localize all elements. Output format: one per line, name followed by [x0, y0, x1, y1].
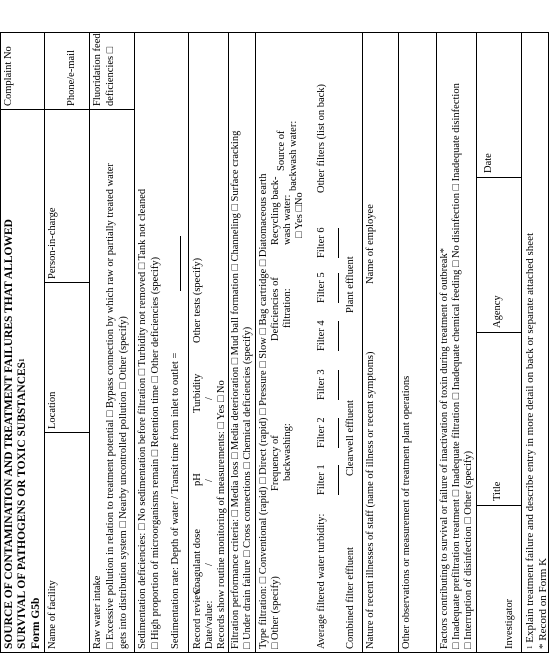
header-divider — [0, 109, 63, 110]
filter-5-label: Filter 5 — [316, 272, 327, 303]
filtration-row-top — [228, 33, 229, 653]
form-border-top — [0, 33, 1, 653]
agency-field[interactable]: Agency — [492, 295, 503, 328]
frequency-backwash-label-1: Frequency of — [270, 435, 281, 491]
sedimentation-rate-label: Sedimentation rate: Depth of water / Transit time from inlet to outlet = — [170, 352, 181, 649]
average-turbidity-label: Average filtered water turbidity: — [316, 513, 327, 649]
factors-label: Factors contributing to survival or failure of inactivation of toxin during treatment of outbreak* — [439, 248, 450, 649]
other-tests-label: Other tests (specify) — [192, 257, 203, 343]
filter-6-blank[interactable] — [338, 228, 339, 258]
other-observations-label: Other observations or measurement of treatment plant operations — [401, 375, 412, 649]
investigator-divider-2 — [476, 332, 521, 333]
complaint-no-label: Complaint No — [3, 46, 14, 106]
raw-water-divider — [89, 109, 134, 110]
factors-row-top — [436, 33, 437, 653]
coagulant-dose-label: Coagulant dose — [192, 528, 203, 594]
footnote-2: * Record on Form K — [537, 557, 549, 649]
form-title: SOURCE OF CONTAMINATION AND TREATMENT FAILURES THAT ALLOWED — [3, 219, 15, 649]
filtration-type-options[interactable]: Type filtration: □ Conventional (rapid) □ Direct (rapid) □ Pressure □ Slow □ Bag cartridge □ Diatomaceous earth — [258, 173, 269, 649]
coagulant-slash[interactable]: / — [204, 563, 215, 566]
sedimentation-options-line1[interactable]: Sedimentation deficiencies: □ No sedimentation before filtration □ Turbidity not removed □ Tank not cleaned — [137, 188, 148, 649]
form-border-right — [0, 32, 549, 33]
fluoridation-checkbox[interactable]: deficiencies □ — [105, 46, 116, 106]
investigator-divider-3 — [476, 177, 521, 178]
filtration-type-other[interactable]: □ Other (specify) — [270, 576, 281, 649]
filter-4-label: Filter 4 — [316, 320, 327, 351]
routine-monitoring-options[interactable]: Records show routine monitoring of measurements: □ Yes □ No — [216, 380, 227, 649]
date-field[interactable]: Date — [483, 153, 494, 173]
facility-row-top — [44, 33, 45, 653]
staff-illness-label: Nature of recent illnesses of staff (name of illness or recent symptoms) — [365, 351, 376, 649]
filter-3-label: Filter 3 — [316, 369, 327, 400]
investigator-row-bottom — [521, 33, 522, 653]
filtration-failure-options[interactable]: □ Under drain failure □ Cross connections □ Chemical deficiencies (specify) — [242, 326, 253, 649]
fluoridation-label: Fluoridation feed — [92, 33, 103, 106]
phone-email-field[interactable]: Phone/e-mail — [66, 50, 77, 106]
raw-water-row-top — [89, 33, 90, 653]
deficiencies-filtration-label-2: filtration: — [282, 288, 293, 328]
sedimentation-row-top — [134, 33, 135, 653]
raw-water-options-line2[interactable]: gets into distribution system □ Nearby uncontrolled pollution □ Other (specify) — [118, 316, 129, 649]
person-in-charge-field[interactable]: Person-in-charge — [47, 207, 58, 279]
illness-row-top — [362, 33, 363, 653]
recycling-yes-no[interactable]: □ Yes □No — [294, 192, 305, 238]
raw-water-options-line1[interactable]: □ Excessive pollution in relation to treatment potential □ Bypass connection by which raw or partially treated water — [105, 163, 116, 649]
combined-filter-effluent: Combined filter effluent — [345, 547, 356, 649]
factors-options-line1[interactable]: □ Inadequate prefiltration treatment □ Inadequate filtration □ Inadequate chemical feeding □ No disinfection □ Inadequate disinfection — [451, 83, 462, 649]
sedimentation-rate-blank[interactable] — [180, 236, 181, 291]
sedimentation-options-line2[interactable]: □ High proportion of microorganisms remain □ Retention time □ Other deficiencies (specify) — [150, 256, 161, 649]
investigator-divider-1 — [476, 505, 521, 506]
observations-row-top — [398, 33, 399, 653]
date-value-label: Date/value: — [204, 600, 215, 649]
filter-6-label: Filter 6 — [316, 227, 327, 258]
raw-water-label: Raw water intake — [92, 575, 103, 649]
form-id: Form G5b — [30, 597, 42, 649]
turbidity-label: Turbidity — [192, 373, 203, 413]
frequency-backwash-label-2: backwashing: — [282, 423, 293, 481]
filtration-type-row-top — [255, 33, 256, 653]
footnote-1: $^1$ Explain treatment failure and describe entry in more detail on back or separate attached sheet — [524, 232, 536, 649]
plant-effluent: Plant effluent — [345, 256, 356, 313]
recycling-label-2: wash water: — [282, 194, 293, 245]
investigator-field[interactable]: Investigator — [504, 598, 515, 649]
record-review-label: Record review: — [192, 584, 203, 649]
ph-slash[interactable]: / — [204, 479, 215, 482]
filter-5-blank[interactable] — [338, 273, 339, 303]
facility-divider-2 — [44, 282, 89, 283]
recycling-label-1: Recycling back- — [270, 176, 281, 245]
filtration-criteria-options[interactable]: Filtration performance criteria: □ Media loss □ Media deterioration □ Mud ball formation □ Channeling □ Surface cracking — [230, 130, 241, 649]
deficiencies-filtration-label-1: Deficiencies of — [270, 277, 281, 341]
filter-4-blank[interactable] — [338, 321, 339, 351]
ph-label: pH — [192, 473, 203, 486]
form-subtitle: SURVIVAL OF PATHOGENS OR TOXIC SUBSTANCES$^1$ — [16, 358, 28, 649]
source-backwash-label-1: Source of — [276, 130, 287, 171]
title-field[interactable]: Title — [492, 481, 503, 501]
filter-2-label: Filter 2 — [316, 417, 327, 448]
source-backwash-label-2: backwash water: — [288, 120, 299, 191]
facility-divider-3 — [63, 109, 89, 110]
turbidity-slash[interactable]: / — [204, 397, 215, 400]
name-of-facility-field[interactable]: Name of facility — [47, 580, 58, 649]
employee-name-label: Name of employee — [365, 204, 376, 284]
form-border-left — [0, 652, 549, 653]
facility-divider-1 — [44, 432, 89, 433]
investigator-row-top — [476, 33, 477, 653]
record-review-row-top — [188, 33, 189, 653]
location-field[interactable]: Location — [47, 391, 58, 429]
filter-3-blank[interactable] — [338, 370, 339, 400]
filter-2-blank[interactable] — [338, 418, 339, 448]
factors-options-line2[interactable]: □ Interruption of disinfection □ Other (specify) — [463, 450, 474, 649]
other-filters-label: Other filters (list on back) — [316, 83, 327, 193]
filter-1-blank[interactable] — [338, 465, 339, 495]
clearwell-effluent: Clearwell effluent — [345, 400, 356, 476]
filter-1-label: Filter 1 — [316, 464, 327, 495]
